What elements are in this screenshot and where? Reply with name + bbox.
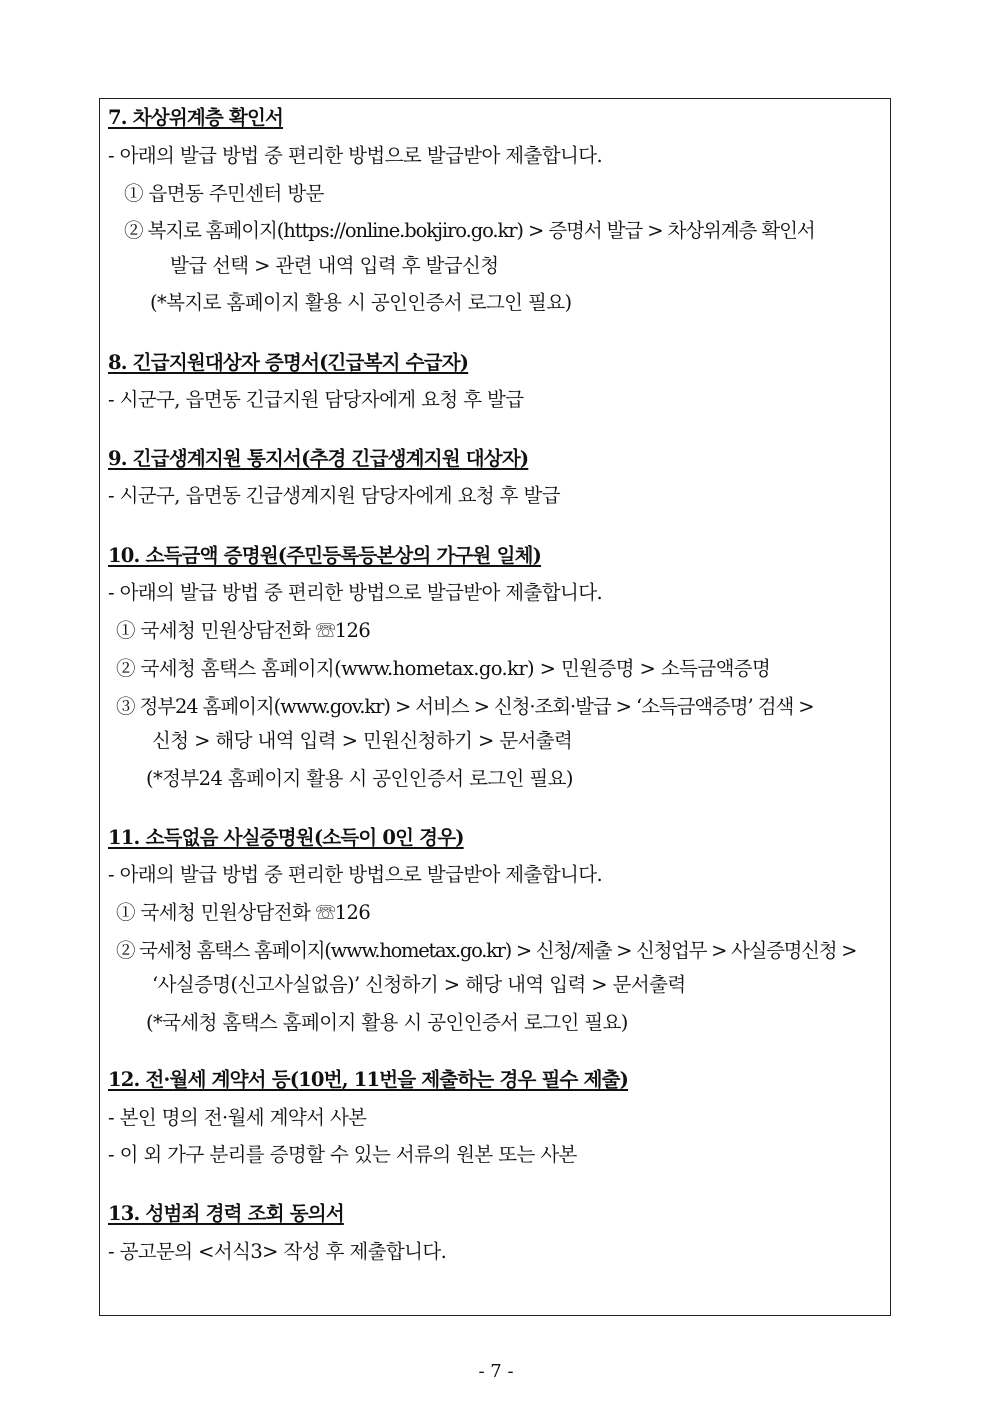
section-10-heading: 10. 소득금액 증명원(주민등록등본상의 가구원 일체) (108, 544, 542, 567)
section-11-line-4: ‘사실증명(신고사실없음)’ 신청하기 > 해당 내역 입력 > 문서출력 (152, 973, 686, 996)
section-13-heading: 13. 성범죄 경력 조회 동의서 (108, 1202, 344, 1225)
section-7-line-3: ② 복지로 홈페이지(https://online.bokjiro.go.kr) > 증명서 발급 > 차상위계층 확인서 (124, 219, 815, 242)
section-12-line-1: - 본인 명의 전·월세 계약서 사본 (108, 1106, 367, 1129)
section-11-line-1: - 아래의 발급 방법 중 편리한 방법으로 발급받아 제출합니다. (108, 863, 603, 886)
section-11-note: (*국세청 홈택스 홈페이지 활용 시 공인인증서 로그인 필요) (146, 1011, 628, 1034)
section-7-line-4: 발급 선택 > 관련 내역 입력 후 발급신청 (170, 254, 499, 277)
section-10-line-2: ① 국세청 민원상담전화 ☏126 (116, 619, 371, 642)
section-7-line-2: ① 읍면동 주민센터 방문 (124, 182, 324, 205)
section-8-line-1: - 시군구, 읍면동 긴급지원 담당자에게 요청 후 발급 (108, 388, 524, 411)
page-number: - 7 - (478, 1361, 514, 1382)
section-12-line-2: - 이 외 가구 분리를 증명할 수 있는 서류의 원본 또는 사본 (108, 1143, 577, 1166)
section-11-line-3: ② 국세청 홈택스 홈페이지(www.hometax.go.kr) > 신청/제출 > 신청업무 > 사실증명신청 > (116, 939, 857, 962)
section-10-note: (*정부24 홈페이지 활용 시 공인인증서 로그인 필요) (146, 767, 573, 790)
section-7-line-1: - 아래의 발급 방법 중 편리한 방법으로 발급받아 제출합니다. (108, 144, 603, 167)
section-7-heading: 7. 차상위계층 확인서 (108, 106, 284, 129)
section-11-heading: 11. 소득없음 사실증명원(소득이 0인 경우) (108, 826, 464, 849)
section-12-heading: 12. 전·월세 계약서 등(10번, 11번을 제출하는 경우 필수 제출) (108, 1068, 629, 1091)
section-10-line-3: ② 국세청 홈택스 홈페이지(www.hometax.go.kr) > 민원증명 > 소득금액증명 (116, 657, 771, 680)
section-11-line-2: ① 국세청 민원상담전화 ☏126 (116, 901, 371, 924)
section-10-line-4: ③ 정부24 홈페이지(www.gov.kr) > 서비스 > 신청·조회·발급 > ‘소득금액증명’ 검색 > (116, 695, 814, 718)
section-9-heading: 9. 긴급생계지원 통지서(추경 긴급생계지원 대상자) (108, 447, 529, 470)
section-13-line-1: - 공고문의 <서식3> 작성 후 제출합니다. (108, 1240, 447, 1263)
section-7-note: (*복지로 홈페이지 활용 시 공인인증서 로그인 필요) (150, 291, 572, 314)
section-10-line-5: 신청 > 해당 내역 입력 > 민원신청하기 > 문서출력 (152, 729, 573, 752)
section-10-line-1: - 아래의 발급 방법 중 편리한 방법으로 발급받아 제출합니다. (108, 581, 603, 604)
section-9-line-1: - 시군구, 읍면동 긴급생계지원 담당자에게 요청 후 발급 (108, 484, 560, 507)
section-8-heading: 8. 긴급지원대상자 증명서(긴급복지 수급자) (108, 351, 469, 374)
